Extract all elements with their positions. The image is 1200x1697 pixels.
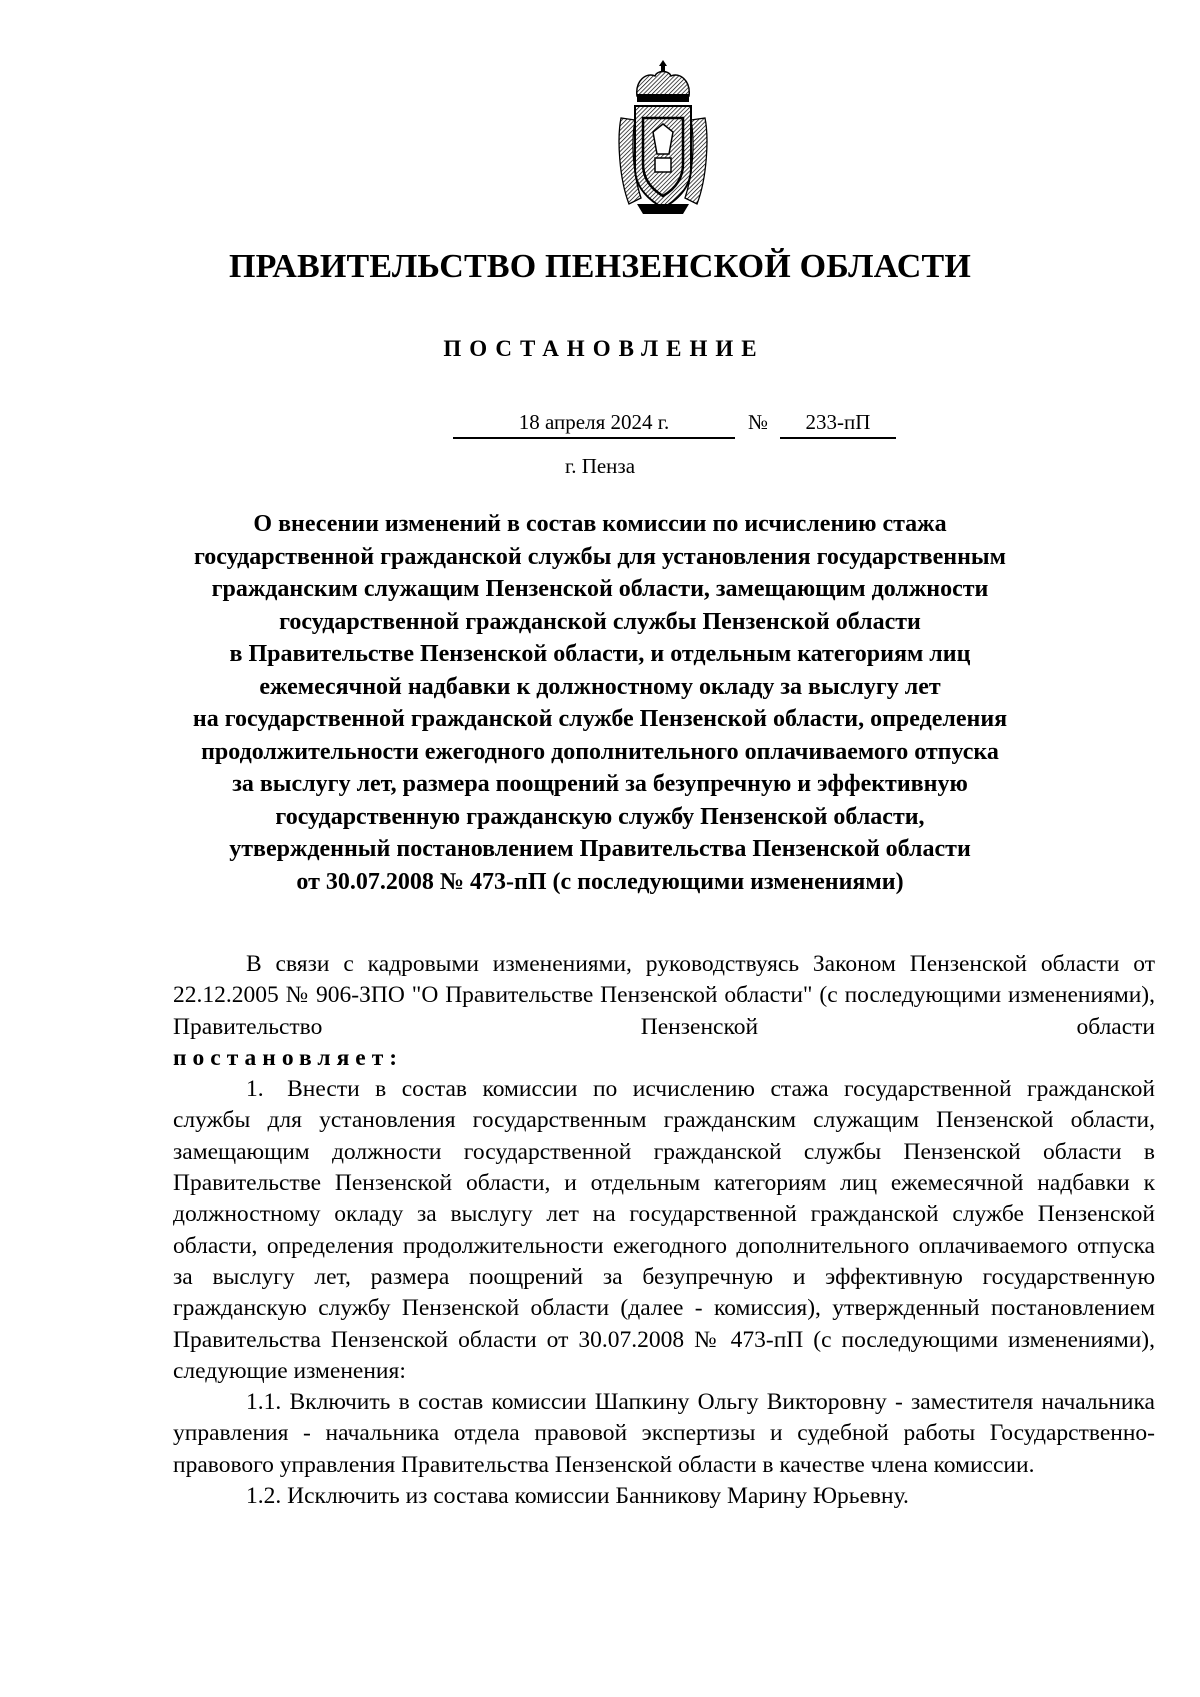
subject-line: утвержденный постановлением Правительства Пензенской области bbox=[229, 836, 971, 862]
number-sign: № bbox=[748, 410, 769, 434]
resolves-word bbox=[173, 1043, 1155, 1074]
subject-line: гражданским служащим Пензенской области, замещающим должности bbox=[211, 576, 989, 602]
government-title: ПРАВИТЕЛЬСТВО ПЕНЗЕНСКОЙ ОБЛАСТИ bbox=[228, 248, 971, 285]
document-number: 233-пП bbox=[780, 408, 896, 439]
subject-line: продолжительности ежегодного дополнительного оплачиваемого отпуска bbox=[201, 738, 999, 765]
document-date: 18 апреля 2024 г. bbox=[453, 408, 735, 439]
city: г. Пенза bbox=[564, 454, 636, 478]
subject-line: за выслугу лет, размера поощрений за безупречную и эффективную bbox=[232, 771, 968, 797]
item-1-2-paragraph: 1.2. Исключить из состава комиссии Банникову Марину Юрьевну. bbox=[246, 1483, 909, 1510]
subject-line: государственную гражданскую службу Пензенской области, bbox=[275, 803, 925, 830]
subject-line: О внесении изменений в состав комиссии по исчислению стажа bbox=[253, 511, 947, 537]
subject-line: на государственной гражданской службе Пензенской области, определения bbox=[192, 706, 1008, 732]
resolves-label: постановляет: bbox=[173, 1044, 404, 1071]
subject-line: в Правительстве Пензенской области, и отдельным категориям лиц bbox=[229, 641, 971, 667]
document-type: ПОСТАНОВЛЕНИЕ bbox=[443, 336, 765, 361]
preamble-paragraph: В связи с кадровыми изменениями, руководствуясь Законом Пензенской области от 22.12.2005 № 906-ЗПО "О Правительстве Пензенской области" (с последующими изменениями), Правительство Пензенской области bbox=[173, 951, 1155, 1040]
subject-line: государственной гражданской службы для установления государственным bbox=[193, 543, 1006, 570]
subject-line: от 30.07.2008 № 473-пП (с последующими изменениями) bbox=[296, 868, 904, 895]
subject-line: ежемесячной надбавки к должностному окладу за выслугу лет bbox=[259, 673, 941, 700]
penza-region-coat-of-arms-icon bbox=[607, 58, 719, 216]
item-1-1-paragraph: 1.1. Включить в состав комиссии Шапкину Ольгу Викторовну - заместителя начальника управления - начальника отдела правовой экспертизы и судебной работы Государственно-правового управления Правительства Пензенской области в качестве члена комиссии. bbox=[173, 1389, 1155, 1478]
document-subject bbox=[170, 508, 1030, 898]
item-1-paragraph: 1. Внести в состав комиссии по исчислению стажа государственной гражданской службы для установления государственным гражданским служащим Пензенской области, замещающим должности государственной гражданской службы Пензенской области в Правительстве Пензенской области, и отдельным категориям лиц ежемесячной надбавки к должностному окладу за выслугу лет на государственной гражданской службе Пензенской области, определения продолжительности ежегодного дополнительного оплачиваемого отпуска за выслугу лет, размера поощрений за безупречную и эффективную государственную гражданскую службу Пензенской области (далее - комиссия), утвержденный постановлением Правительства Пензенской области от 30.07.2008 № 473-пП (с последующими изменениями), следующие изменения: bbox=[173, 1076, 1155, 1384]
document-body bbox=[173, 949, 1155, 1512]
subject-line: государственной гражданской службы Пензенской области bbox=[279, 608, 921, 635]
